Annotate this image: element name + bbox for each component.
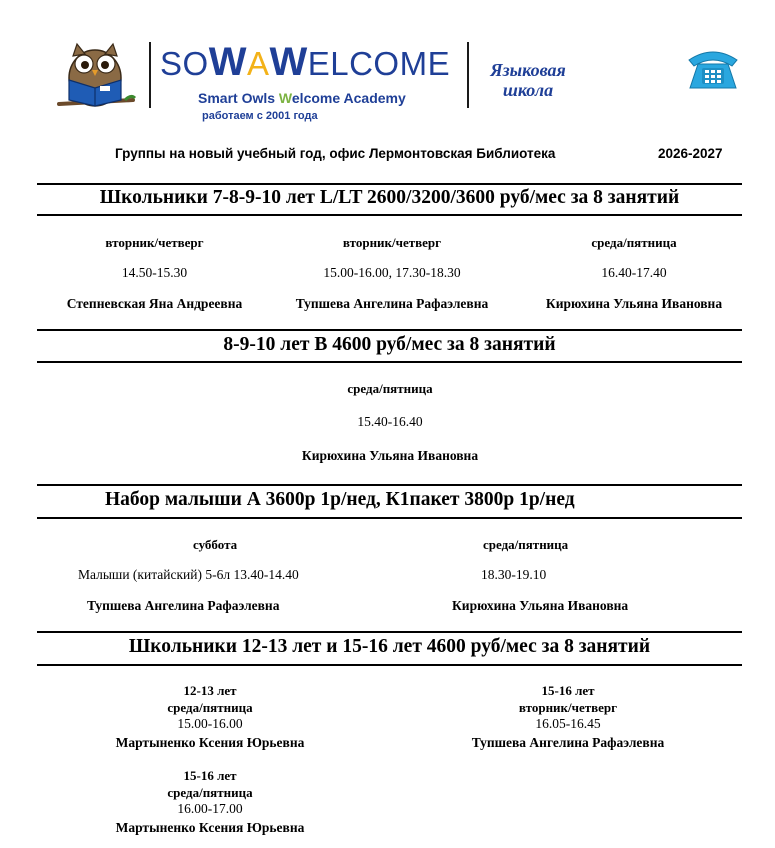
divider bbox=[37, 214, 742, 216]
group-teacher: Кирюхина Ульяна Ивановна bbox=[545, 296, 723, 311]
group-card bbox=[90, 768, 330, 836]
group-time: 18.30-19.10 bbox=[481, 567, 547, 582]
since-text: работаем с 2001 года bbox=[202, 110, 318, 122]
owl-reading-icon bbox=[55, 42, 139, 114]
section-title: Школьники 7-8-9-10 лет L/LT 2600/3200/3600 руб/мес за 8 занятий bbox=[99, 187, 680, 208]
group-card bbox=[448, 683, 688, 751]
brand-wordmark: SOWAWELCOME bbox=[160, 40, 451, 84]
group-time: 14.50-15.30 bbox=[121, 265, 188, 280]
section-title: Школьники 12-13 лет и 15-16 лет 4600 руб/мес за 8 занятий bbox=[128, 636, 651, 657]
language-school-label bbox=[476, 60, 580, 100]
group-time: 16.05-16.45 bbox=[535, 716, 601, 731]
divider bbox=[37, 484, 742, 486]
group-teacher: Мартыненко Ксения Юрьевна bbox=[115, 734, 305, 750]
group-card bbox=[78, 537, 338, 614]
group-age: 15-16 лет bbox=[541, 683, 595, 698]
group-card bbox=[37, 235, 272, 312]
divider bbox=[37, 361, 742, 363]
logo-divider-left bbox=[149, 42, 151, 108]
group-teacher: Тупшева Ангелина Рафаэлевна bbox=[87, 598, 280, 613]
group-days: среда/пятница bbox=[167, 699, 253, 715]
logo-divider-right bbox=[467, 42, 469, 108]
group-days: среда/пятница bbox=[483, 537, 569, 552]
group-card bbox=[525, 235, 743, 312]
school-line-1: Языковая bbox=[490, 60, 566, 80]
group-time: 16.00-17.00 bbox=[177, 801, 243, 816]
section-title: Набор малыши А 3600р 1р/нед, К1пакет 3800р 1р/нед bbox=[105, 489, 575, 510]
group-card bbox=[270, 381, 510, 464]
group-teacher: Степневская Яна Андреевна bbox=[66, 296, 243, 311]
school-line-2: школа bbox=[502, 80, 554, 100]
brand-tagline: Smart Owls Welcome Academy bbox=[198, 90, 406, 106]
group-card bbox=[452, 537, 682, 614]
group-time: 15.00-16.00 bbox=[177, 716, 243, 731]
school-year: 2026-2027 bbox=[658, 146, 723, 161]
group-card bbox=[90, 683, 330, 751]
group-teacher: Кирюхина Ульяна Ивановна bbox=[452, 598, 629, 613]
group-teacher: Кирюхина Ульяна Ивановна bbox=[301, 448, 479, 463]
divider bbox=[37, 329, 742, 331]
group-days: вторник/четверг bbox=[518, 699, 618, 715]
group-teacher: Мартыненко Ксения Юрьевна bbox=[115, 819, 305, 835]
group-teacher: Тупшева Ангелина Рафаэлевна bbox=[295, 296, 489, 311]
group-days: суббота bbox=[193, 537, 238, 552]
group-age: 12-13 лет bbox=[183, 683, 237, 698]
group-time: 15.00-16.00, 17.30-18.30 bbox=[323, 265, 461, 280]
group-time: Малыши (китайский) 5-6л 13.40-14.40 bbox=[78, 567, 299, 582]
divider bbox=[37, 517, 742, 519]
divider bbox=[37, 664, 742, 666]
group-days: вторник/четверг bbox=[105, 235, 204, 250]
divider bbox=[37, 183, 742, 185]
group-days: вторник/четверг bbox=[342, 235, 442, 250]
group-card bbox=[272, 235, 512, 312]
section-title: 8-9-10 лет B 4600 руб/мес за 8 занятий bbox=[223, 334, 556, 355]
group-time: 15.40-16.40 bbox=[357, 414, 423, 429]
group-days: среда/пятница bbox=[591, 235, 677, 250]
group-age: 15-16 лет bbox=[183, 768, 237, 783]
group-days: среда/пятница bbox=[167, 784, 253, 800]
group-teacher: Тупшева Ангелина Рафаэлевна bbox=[471, 734, 665, 750]
group-time: 16.40-17.40 bbox=[601, 265, 667, 280]
group-days: среда/пятница bbox=[347, 381, 433, 396]
page-subtitle: Группы на новый учебный год, офис Лермонтовская Библиотека bbox=[115, 146, 556, 161]
telephone-icon bbox=[686, 46, 740, 92]
divider bbox=[37, 631, 742, 633]
